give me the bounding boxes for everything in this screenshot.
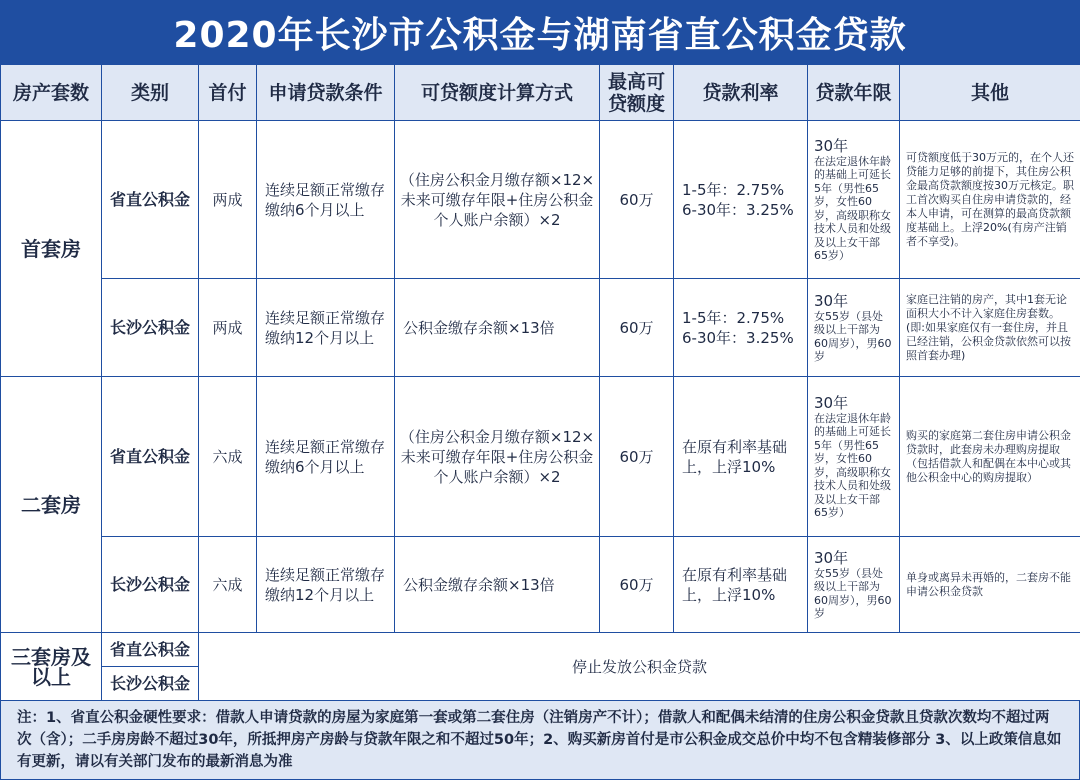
table-row [1,121,1080,279]
rate-line: 6-30年：3.25% [682,200,794,219]
formula-cell: 公积金缴存余额×13倍 [395,537,600,633]
condition-cell: 连续足额正常缴存缴纳12个月以上 [257,279,395,377]
condition-cell: 连续足额正常缴存缴纳6个月以上 [257,121,395,279]
footer-note: 注：1、省直公积金硬性要求：借款人申请贷款的房屋为家庭第一套或第二套住房（注销房产不计）；借款人和配偶未结清的住房公积金贷款且贷款次数均不超过两次（含）；二手房房龄不超过30年，所抵押房产房龄与贷款年限之和不超过50年；2、购买新房首付是市公积金成交总价中均不包含精装修部分 3、以上政策信息如有更新，请以有关部门发布的最新消息为准 [0,701,1080,780]
years-note: 在法定退休年龄的基础上可延长5年（男性65岁，女性60岁，高级职称女技术人员和处级及以上女干部65岁） [814,154,891,262]
group-label-second-home: 二套房 [1,377,102,633]
years-cell [808,537,900,633]
loan-table [0,64,1080,701]
years-cell [808,279,900,377]
rate-cell [674,279,808,377]
rate-line: 1-5年：2.75% [682,308,785,327]
header-cell: 首付 [199,65,257,121]
max-amount-cell: 60万 [600,377,674,537]
table-row [1,633,1080,667]
years-main: 30年 [814,548,849,567]
rate-cell [674,121,808,279]
years-main: 30年 [814,393,849,412]
down-payment-cell: 六成 [199,537,257,633]
years-main: 30年 [814,136,849,155]
rate-cell: 在原有利率基础上，上浮10% [674,537,808,633]
formula-cell: （住房公积金月缴存额×12×未来可缴存年限+住房公积金个人账户余额）×2 [395,121,600,279]
header-cell: 申请贷款条件 [257,65,395,121]
header-cell: 房产套数 [1,65,102,121]
header-cell: 类别 [102,65,199,121]
max-amount-cell: 60万 [600,121,674,279]
table-row [1,537,1080,633]
category-cell: 省直公积金 [102,633,199,667]
years-note: 女55岁（县处级以上干部为60周岁），男60岁 [814,566,892,620]
header-cell: 其他 [900,65,1080,121]
rate-line: 1-5年：2.75% [682,180,785,199]
years-main: 30年 [814,291,849,310]
group-label-third-home: 三套房及以上 [1,633,102,701]
years-cell [808,121,900,279]
condition-cell: 连续足额正常缴存缴纳12个月以上 [257,537,395,633]
rate-cell: 在原有利率基础上，上浮10% [674,377,808,537]
max-amount-cell: 60万 [600,537,674,633]
other-cell: 单身或离异未再婚的，二套房不能申请公积金贷款 [900,537,1080,633]
stop-loan-note: 停止发放公积金贷款 [199,633,1080,701]
other-cell: 家庭已注销的房产，其中1套无论面积大小不计入家庭住房套数。(即:如果家庭仅有一套住房，并且已经注销，公积金贷款依然可以按照首套办理) [900,279,1080,377]
years-note: 女55岁（县处级以上干部为60周岁），男60岁 [814,309,892,363]
formula-cell: 公积金缴存余额×13倍 [395,279,600,377]
down-payment-cell: 六成 [199,377,257,537]
table-row [1,279,1080,377]
category-cell: 长沙公积金 [102,667,199,701]
condition-cell: 连续足额正常缴存缴纳6个月以上 [257,377,395,537]
formula-cell: （住房公积金月缴存额×12×未来可缴存年限+住房公积金个人账户余额）×2 [395,377,600,537]
max-amount-cell: 60万 [600,279,674,377]
rate-line: 6-30年：3.25% [682,328,794,347]
down-payment-cell: 两成 [199,121,257,279]
years-note: 在法定退休年龄的基础上可延长5年（男性65岁，女性60岁，高级职称女技术人员和处级及以上女干部65岁） [814,411,891,519]
other-cell: 可贷额度低于30万元的，在个人还贷能力足够的前提下，其住房公积金最高贷款额度按30万元核定。职工首次购买自住房申请贷款的，经本人申请，可在测算的最高贷款额度基础上。上浮20%(有房产注销者不享受)。 [900,121,1080,279]
header-cell: 贷款年限 [808,65,900,121]
category-cell: 长沙公积金 [102,537,199,633]
table-row [1,377,1080,537]
header-row [1,65,1080,121]
page-title: 2020年长沙市公积金与湖南省直公积金贷款 [0,0,1080,64]
group-label-first-home: 首套房 [1,121,102,377]
category-cell: 省直公积金 [102,377,199,537]
category-cell: 长沙公积金 [102,279,199,377]
header-cell: 最高可贷额度 [600,65,674,121]
years-cell [808,377,900,537]
other-cell: 购买的家庭第二套住房申请公积金贷款时，此套房未办理购房提取（包括借款人和配偶在本中心或其他公积金中心的购房提取） [900,377,1080,537]
down-payment-cell: 两成 [199,279,257,377]
header-cell: 贷款利率 [674,65,808,121]
category-cell: 省直公积金 [102,121,199,279]
header-cell: 可贷额度计算方式 [395,65,600,121]
